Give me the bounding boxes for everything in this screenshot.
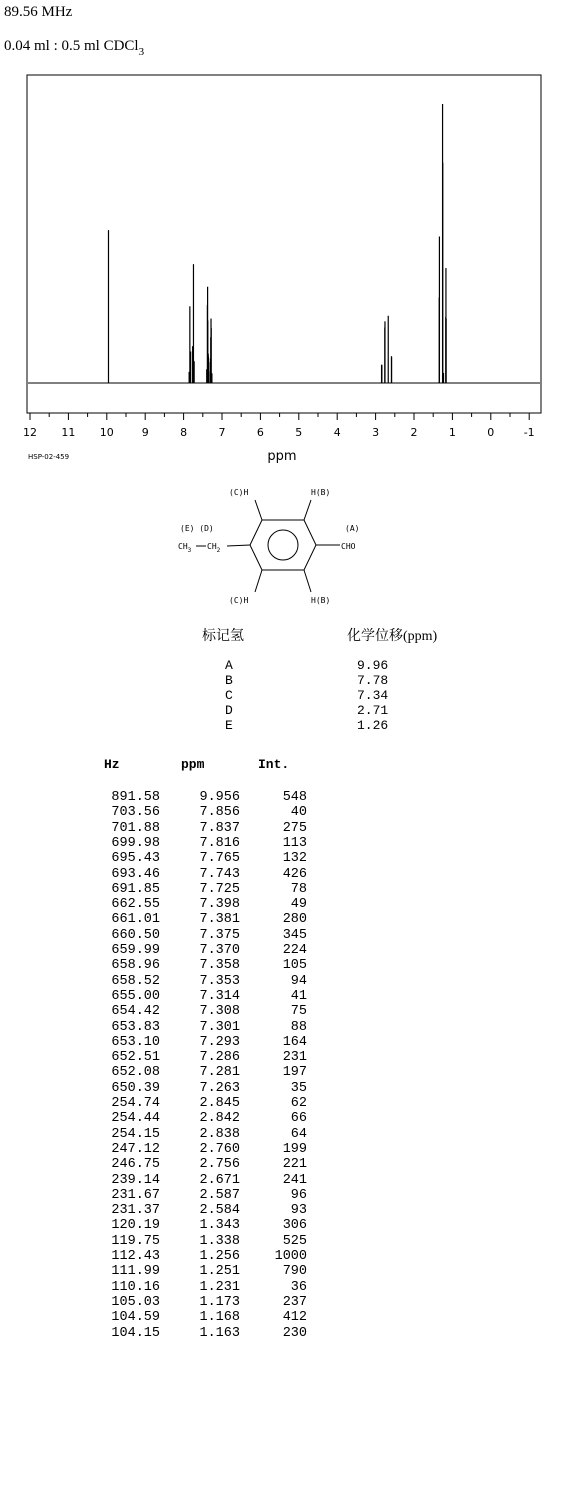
x-tick-label: 0 — [487, 426, 495, 439]
peak-ppm: 7.370 — [199, 943, 240, 958]
peak-table-row — [0, 805, 570, 820]
peak-ppm: 2.671 — [199, 1172, 240, 1188]
peak-table-row — [0, 1310, 570, 1325]
peak-table-row — [0, 790, 570, 805]
peak-hz: 652.51 — [111, 1050, 160, 1066]
proton-label: B — [225, 673, 233, 688]
peak-intensity: 199 — [282, 1141, 307, 1157]
peak-hz: 659.99 — [111, 943, 160, 958]
peak-hz: 660.50 — [111, 927, 160, 943]
peak-intensity: 64 — [290, 1126, 307, 1142]
peak-ppm: 1.173 — [199, 1294, 240, 1310]
peak-ppm: 1.163 — [199, 1325, 240, 1341]
peak-intensity: 275 — [282, 820, 307, 836]
peak-intensity: 231 — [282, 1050, 307, 1066]
peak-hz: 650.39 — [111, 1080, 160, 1096]
peak-ppm: 7.263 — [199, 1080, 240, 1096]
peak-table-row — [0, 974, 570, 989]
peak-intensity: 36 — [290, 1279, 307, 1295]
peak-table-row — [0, 1050, 570, 1065]
peak-ppm: 1.231 — [199, 1279, 240, 1295]
peak-hz: 112.43 — [111, 1249, 160, 1264]
x-tick-label: 8 — [180, 426, 188, 439]
peak-ppm: 7.375 — [199, 927, 240, 943]
peak-ppm: 1.338 — [199, 1233, 240, 1249]
shift-table-row — [0, 703, 570, 718]
peak-ppm: 2.845 — [199, 1096, 240, 1111]
peak-ppm: 7.358 — [199, 958, 240, 974]
peak-ppm: 7.765 — [199, 851, 240, 867]
peak-intensity: 224 — [282, 943, 307, 958]
header-int: Int. — [258, 757, 290, 772]
peak-ppm: 1.256 — [199, 1249, 240, 1264]
proton-label: E — [225, 718, 233, 733]
chemical-shift: 7.78 — [357, 673, 389, 688]
peak-ppm: 7.293 — [199, 1034, 240, 1050]
x-tick-label: -1 — [523, 426, 535, 439]
label-e-d: (E) (D) — [180, 524, 214, 533]
ch2-group — [207, 542, 221, 554]
benzene-ring — [196, 500, 340, 592]
peak-intensity: 62 — [290, 1096, 307, 1111]
shift-table-row — [0, 658, 570, 673]
cho-group: CHO — [341, 542, 356, 551]
label-a: (A) — [345, 524, 360, 533]
peak-ppm: 1.251 — [199, 1264, 240, 1280]
spectrum-code: HSP-02-459 — [28, 453, 70, 461]
peak-intensity: 1000 — [274, 1249, 307, 1264]
ch2-subscript: 2 — [216, 547, 221, 554]
peak-table-row — [0, 928, 570, 943]
peak-hz: 254.44 — [111, 1111, 160, 1127]
peak-table-row — [0, 989, 570, 1004]
peak-intensity: 40 — [290, 805, 307, 821]
peak-intensity: 88 — [290, 1019, 307, 1035]
peak-intensity: 132 — [282, 851, 307, 867]
peak-ppm: 7.398 — [199, 897, 240, 913]
peak-table-row — [0, 1249, 570, 1264]
peak-hz: 247.12 — [111, 1141, 160, 1157]
peak-table-row — [0, 1065, 570, 1080]
x-tick-label: 5 — [295, 426, 303, 439]
peak-hz: 891.58 — [111, 790, 160, 805]
peak-hz: 254.15 — [111, 1126, 160, 1142]
peak-ppm: 7.308 — [199, 1004, 240, 1020]
peak-intensity: 41 — [290, 988, 307, 1004]
peak-table-row — [0, 1142, 570, 1157]
label-b-bottom: H(B) — [311, 596, 331, 605]
spectrometer-frequency: 89.56 MHz — [4, 4, 73, 20]
peak-ppm: 7.281 — [199, 1065, 240, 1081]
x-tick-label: 9 — [141, 426, 149, 439]
peak-intensity: 412 — [282, 1310, 307, 1326]
peak-hz: 658.52 — [111, 973, 160, 989]
peak-table-row — [0, 1234, 570, 1249]
peak-intensity: 345 — [282, 927, 307, 943]
peak-hz: 231.37 — [111, 1203, 160, 1219]
peak-table-row — [0, 882, 570, 897]
peak-ppm: 7.314 — [199, 988, 240, 1004]
peak-table-row — [0, 836, 570, 851]
peak-hz: 104.59 — [111, 1310, 160, 1326]
peak-ppm: 2.760 — [199, 1141, 240, 1157]
peak-intensity: 96 — [290, 1187, 307, 1203]
peak-table-row — [0, 1111, 570, 1126]
peak-table-row — [0, 943, 570, 958]
ch3-group — [178, 542, 192, 554]
x-tick-label: 3 — [372, 426, 380, 439]
peak-hz: 104.15 — [111, 1325, 160, 1341]
peak-intensity: 790 — [282, 1264, 307, 1280]
peak-intensity: 221 — [282, 1157, 307, 1173]
proton-label: A — [225, 658, 233, 673]
shift-table-row — [0, 688, 570, 703]
peak-ppm: 7.816 — [199, 835, 240, 851]
peak-hz: 661.01 — [111, 912, 160, 928]
ch3-subscript: 3 — [187, 547, 192, 554]
peak-intensity: 280 — [282, 912, 307, 928]
peak-table-row — [0, 912, 570, 927]
label-b-top: H(B) — [311, 488, 331, 497]
peak-ppm: 7.837 — [199, 820, 240, 836]
peak-intensity: 548 — [282, 790, 307, 805]
shift-table-row — [0, 673, 570, 688]
peak-table-row — [0, 1173, 570, 1188]
peak-hz: 655.00 — [111, 988, 160, 1004]
peak-ppm: 2.587 — [199, 1187, 240, 1203]
peak-intensity: 94 — [290, 973, 307, 989]
peak-ppm: 2.584 — [199, 1203, 240, 1219]
x-tick-label: 6 — [256, 426, 264, 439]
peak-hz: 653.83 — [111, 1019, 160, 1035]
peak-table-row — [0, 1326, 570, 1341]
peak-intensity: 230 — [282, 1325, 307, 1341]
peak-hz: 653.10 — [111, 1034, 160, 1050]
peak-ppm: 2.756 — [199, 1157, 240, 1173]
x-tick-label: 11 — [61, 426, 76, 439]
molecule-structure — [0, 0, 570, 620]
header-ppm: ppm — [181, 757, 205, 772]
sample-text: 0.04 ml : 0.5 ml CDCl — [4, 38, 139, 54]
x-tick-label: 12 — [23, 426, 37, 439]
peak-hz: 654.42 — [111, 1004, 160, 1020]
peak-ppm: 1.168 — [199, 1310, 240, 1326]
peak-ppm: 7.381 — [199, 912, 240, 928]
peak-hz: 231.67 — [111, 1187, 160, 1203]
peak-hz: 695.43 — [111, 851, 160, 867]
peak-table-row — [0, 1004, 570, 1019]
proton-label: D — [225, 703, 233, 718]
peak-ppm: 7.301 — [199, 1019, 240, 1035]
x-tick-label: 10 — [99, 426, 114, 439]
peak-ppm: 9.956 — [199, 790, 240, 805]
peak-hz: 246.75 — [111, 1157, 160, 1173]
peak-table-row — [0, 1188, 570, 1203]
peak-intensity: 93 — [290, 1203, 307, 1219]
peak-hz: 701.88 — [111, 820, 160, 836]
x-tick-label: 4 — [333, 426, 341, 439]
peak-table-row — [0, 1203, 570, 1218]
peak-ppm: 7.286 — [199, 1050, 240, 1066]
peak-table-row — [0, 1264, 570, 1279]
peak-hz: 105.03 — [111, 1294, 160, 1310]
chemical-shift: 1.26 — [357, 718, 389, 733]
peak-hz: 703.56 — [111, 805, 160, 821]
peak-intensity: 241 — [282, 1172, 307, 1188]
shift-table-header-shift: 化学位移(ppm) — [347, 629, 438, 644]
peak-table-row — [0, 1280, 570, 1295]
peak-table-row — [0, 867, 570, 882]
peak-hz: 658.96 — [111, 958, 160, 974]
peak-ppm: 2.838 — [199, 1126, 240, 1142]
peak-hz: 652.08 — [111, 1065, 160, 1081]
peak-intensity: 78 — [290, 881, 307, 897]
x-tick-label: 7 — [218, 426, 226, 439]
peak-ppm: 2.842 — [199, 1111, 240, 1127]
sample-subscript: 3 — [138, 46, 145, 58]
peak-ppm: 7.725 — [199, 881, 240, 897]
peak-hz: 119.75 — [111, 1233, 160, 1249]
peak-ppm: 1.343 — [199, 1218, 240, 1234]
ch2-text: CH — [207, 542, 217, 551]
peak-table-row — [0, 1020, 570, 1035]
peak-table-row — [0, 1218, 570, 1233]
peak-hz: 691.85 — [111, 881, 160, 897]
peak-intensity: 164 — [282, 1034, 307, 1050]
peak-table-row — [0, 1295, 570, 1310]
peak-intensity: 105 — [282, 958, 307, 974]
chemical-shift: 7.34 — [357, 688, 389, 703]
peak-hz: 110.16 — [111, 1279, 160, 1295]
label-c-top: (C)H — [229, 488, 249, 497]
peak-table-row — [0, 851, 570, 866]
peak-intensity: 75 — [290, 1004, 307, 1020]
peak-table-row — [0, 897, 570, 912]
peak-table-row — [0, 1127, 570, 1142]
peak-intensity: 35 — [290, 1080, 307, 1096]
peak-table-row — [0, 958, 570, 973]
peak-ppm: 7.856 — [199, 805, 240, 821]
proton-label: C — [225, 688, 233, 703]
chemical-shift: 2.71 — [357, 703, 389, 718]
peak-intensity: 66 — [290, 1111, 307, 1127]
peak-table-row — [0, 1096, 570, 1111]
x-tick-label: 2 — [410, 426, 418, 439]
peak-table-row — [0, 821, 570, 836]
peak-intensity: 426 — [282, 866, 307, 882]
peak-table-row — [0, 1081, 570, 1096]
shift-table-header-label: 标记氢 — [202, 629, 244, 644]
peak-ppm: 7.743 — [199, 866, 240, 882]
ch3-text: CH — [178, 542, 188, 551]
peak-intensity: 306 — [282, 1218, 307, 1234]
x-axis-label: ppm — [267, 449, 297, 464]
x-tick-label: 1 — [448, 426, 456, 439]
peak-ppm: 7.353 — [199, 973, 240, 989]
peak-hz: 693.46 — [111, 866, 160, 882]
peak-intensity: 237 — [282, 1294, 307, 1310]
chemical-shift: 9.96 — [357, 658, 389, 673]
peak-intensity: 525 — [282, 1233, 307, 1249]
peak-hz: 239.14 — [111, 1172, 160, 1188]
peak-hz: 254.74 — [111, 1096, 160, 1111]
shift-table-row — [0, 718, 570, 733]
header-hz: Hz — [104, 757, 120, 772]
peak-intensity: 197 — [282, 1065, 307, 1081]
peak-table-row — [0, 1035, 570, 1050]
peak-intensity: 49 — [290, 897, 307, 913]
peak-hz: 699.98 — [111, 835, 160, 851]
peak-table-row — [0, 1157, 570, 1172]
label-c-bottom: (C)H — [229, 596, 249, 605]
peak-intensity: 113 — [282, 835, 307, 851]
peak-hz: 662.55 — [111, 897, 160, 913]
peak-hz: 111.99 — [111, 1264, 160, 1280]
peak-hz: 120.19 — [111, 1218, 160, 1234]
